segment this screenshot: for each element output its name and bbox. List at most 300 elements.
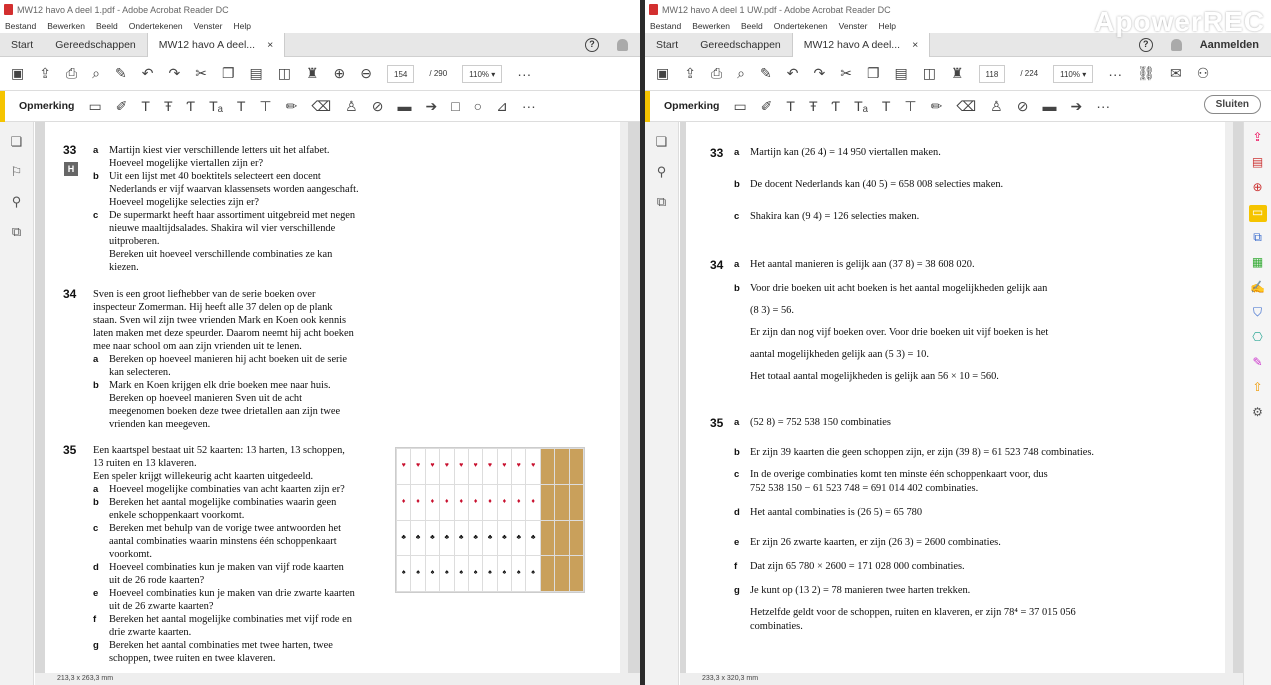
pages-icon[interactable]: ❏ xyxy=(10,134,23,149)
card-cell: ♦ xyxy=(426,485,439,520)
card-cell: ♦ xyxy=(526,485,539,520)
letter: b xyxy=(734,179,740,190)
pages-icon[interactable]: ❏ xyxy=(655,134,668,149)
question-text: Bereken het aantal mogelijke combinaties met vijf rode en drie zwarte kaarten. xyxy=(109,614,352,638)
page-total: / 224 xyxy=(1020,69,1039,78)
attach-icon[interactable]: ⊘ xyxy=(1016,97,1029,114)
text-icon[interactable]: T xyxy=(881,98,891,114)
mail-icon[interactable]: ✉ xyxy=(1170,65,1182,81)
upload-icon[interactable]: ⇪ xyxy=(684,65,696,81)
document-view[interactable] xyxy=(35,122,640,673)
a35-c2 xyxy=(710,482,1223,496)
left-nav-rail xyxy=(645,122,679,685)
zoom-select[interactable]: 110% ▾ xyxy=(462,65,502,83)
a34-b4 xyxy=(710,348,1223,362)
question-number: 34 xyxy=(63,287,77,301)
q35-g xyxy=(93,639,393,665)
hint-badge[interactable]: H xyxy=(64,162,78,176)
create-pdf-icon[interactable]: ⊕ xyxy=(1252,180,1263,194)
zoom-value: 110% xyxy=(1060,69,1080,79)
page-size-status: 233,3 x 320,3 mm xyxy=(680,673,1243,685)
menu-bewerken[interactable]: Bewerken xyxy=(47,21,86,31)
a34-a xyxy=(710,258,1223,272)
text-icon[interactable]: T xyxy=(236,98,246,114)
card-cell xyxy=(570,521,583,556)
bookmark-icon[interactable]: ⚐ xyxy=(10,164,23,179)
question-33 xyxy=(63,144,408,274)
print-icon[interactable]: ⎙ xyxy=(710,65,723,81)
card-cell xyxy=(541,521,554,556)
card-cell: ♦ xyxy=(397,485,410,520)
close-toolbar-button[interactable]: Sluiten xyxy=(1204,95,1261,114)
answer-text: Shakira kan (9 4) = 126 selecties maken. xyxy=(750,211,920,222)
question-text: Bereken het aantal mogelijke combinaties waarin geen enkele schoppenkaart voorkomt. xyxy=(109,497,337,521)
main-toolbar xyxy=(645,57,1271,91)
pdf-icon xyxy=(649,4,658,15)
answer-text: (8 3) = 56. xyxy=(750,305,794,316)
question-text: Hoeveel combinaties kun je maken van drie zwarte kaarten uit de 26 zwarte kaarten? xyxy=(109,588,355,612)
pdf-icon xyxy=(4,4,13,15)
tab-start[interactable]: Start xyxy=(656,38,679,51)
page-up-icon[interactable]: ⊕ xyxy=(333,65,346,81)
a34-b5 xyxy=(710,370,1223,384)
card-cell: ♦ xyxy=(498,485,511,520)
answer-text: In de overige combinaties komt ten minste één schoppenkaart voor, dus xyxy=(750,469,1048,480)
letter: a xyxy=(734,147,740,158)
share-icon[interactable]: ⚇ xyxy=(1196,65,1210,81)
main-toolbar xyxy=(0,57,640,91)
card-cell: ♠ xyxy=(469,556,482,591)
q35-d xyxy=(93,561,393,587)
letter: d xyxy=(734,507,740,518)
copy-icon[interactable]: ❐ xyxy=(866,65,880,81)
save-icon[interactable]: ▣ xyxy=(11,65,25,81)
a35-c xyxy=(710,468,1223,482)
menu-venster[interactable]: Venster xyxy=(193,21,223,31)
paste-icon[interactable]: ▤ xyxy=(249,65,263,81)
letter: b xyxy=(93,171,99,182)
card-cell: ♣ xyxy=(455,521,468,556)
question-text: Martijn kiest vier verschillende letters uit het alfabet. Hoeveel mogelijke viertallen zijn er? xyxy=(109,145,330,169)
a35-d xyxy=(710,506,1223,520)
textbox-icon[interactable]: ⊤ xyxy=(904,97,917,114)
q34-b xyxy=(93,379,408,431)
letter: c xyxy=(93,523,99,534)
arrow-icon[interactable]: ➔ xyxy=(1070,97,1083,114)
print-icon[interactable]: ⎙ xyxy=(65,65,78,81)
strikethrough-icon[interactable]: Ŧ xyxy=(808,98,818,114)
stamp-icon[interactable]: ♜ xyxy=(950,65,964,81)
q33-a xyxy=(93,144,408,170)
pdf-page xyxy=(686,122,1233,673)
comment-icon[interactable]: ▭ xyxy=(88,97,102,114)
vertical-scrollbar[interactable] xyxy=(620,122,628,673)
card-cell: ♣ xyxy=(483,521,496,556)
letter: b xyxy=(93,497,99,508)
question-34 xyxy=(63,288,408,431)
question-text: De supermarkt heeft haar assortiment uitgebreid met negen nieuwe maaltijdsalades. Shakira wil vier verschillende uitproberen. Bereken uit hoeveel verschillende combinaties ze kan kiezen. xyxy=(109,210,356,273)
tab-document[interactable] xyxy=(147,33,285,57)
title-bar xyxy=(0,0,640,19)
q33-c xyxy=(93,209,408,274)
card-cell: ♥ xyxy=(469,449,482,484)
menu-bestand[interactable]: Bestand xyxy=(650,21,682,31)
a35-b xyxy=(710,446,1223,460)
comment-tool-icon[interactable]: ▭ xyxy=(1249,205,1267,222)
more-icon[interactable]: ··· xyxy=(517,65,532,82)
card-cell: ♣ xyxy=(498,521,511,556)
paste-icon[interactable]: ▤ xyxy=(894,65,908,81)
question-text: Hoeveel combinaties kun je maken van vijf rode kaarten uit de 26 rode kaarten? xyxy=(109,562,344,586)
tab-close-icon[interactable]: × xyxy=(912,38,919,51)
undo-icon[interactable]: ↶ xyxy=(141,65,154,81)
letter: a xyxy=(734,417,740,428)
card-cell xyxy=(541,449,554,484)
a33-a xyxy=(710,146,1223,160)
tab-start[interactable]: Start xyxy=(11,38,34,51)
attachment-icon[interactable]: ⚲ xyxy=(11,194,22,209)
card-cell: ♠ xyxy=(426,556,439,591)
card-cell xyxy=(570,449,583,484)
menu-help[interactable]: Help xyxy=(233,21,251,31)
textbox-icon[interactable]: ⊤ xyxy=(259,97,272,114)
card-cell: ♠ xyxy=(498,556,511,591)
answer-text: Het aantal combinaties is (26 5) = 65 780 xyxy=(750,507,923,518)
cut-icon[interactable]: ✂ xyxy=(195,65,207,81)
excel-icon[interactable]: ▦ xyxy=(1251,255,1264,269)
scan-icon[interactable]: ⎔ xyxy=(1252,330,1263,344)
card-cell xyxy=(555,556,568,591)
export-pdf-icon[interactable]: ⇪ xyxy=(1252,130,1263,144)
snapshot-icon[interactable]: ◫ xyxy=(277,65,291,81)
answer-number: 33 xyxy=(710,146,724,160)
sign-in-button[interactable]: Aanmelden xyxy=(1199,39,1259,51)
question-number: 35 xyxy=(63,443,77,457)
question-intro: Sven is een groot liefhebber van de serie boeken over inspecteur Zomerman. Hij heeft alle 37 delen op de plank staan. Sven wil zijn twee vrienden Mark en Koen ook kennis laten maken met deze speurder. Daarom neemt hij acht boeken mee naar school om aan zijn vrienden uit te lenen. xyxy=(93,289,354,352)
a33-c xyxy=(710,210,1223,224)
card-cell xyxy=(555,521,568,556)
pencil-icon[interactable]: ✏ xyxy=(285,97,298,114)
menu-bestand[interactable]: Bestand xyxy=(5,21,37,31)
page-size-status: 213,3 x 263,3 mm xyxy=(35,673,640,685)
annotation-label: Opmerking xyxy=(664,100,720,112)
edit-icon[interactable]: ✎ xyxy=(115,65,127,81)
eraser-icon[interactable]: ⌫ xyxy=(956,97,977,114)
card-cell xyxy=(570,556,583,591)
answer-number: 34 xyxy=(710,258,724,272)
card-cell xyxy=(555,485,568,520)
card-cell: ♣ xyxy=(512,521,525,556)
search-icon[interactable]: ⌕ xyxy=(92,65,101,81)
letter: d xyxy=(93,562,99,573)
replace-text-icon[interactable]: Ƭ xyxy=(831,98,841,114)
help-icon[interactable]: ? xyxy=(585,38,599,52)
a35-e xyxy=(710,536,1223,550)
stamp-tool-icon[interactable]: ♙ xyxy=(345,97,358,114)
card-cell: ♠ xyxy=(455,556,468,591)
answer-text: Voor drie boeken uit acht boeken is het aantal mogelijkheden gelijk aan xyxy=(750,283,1048,294)
question-text: Bereken met behulp van de vorige twee antwoorden het aantal combinaties waarin minstens één schoppenkaart voorkomt. xyxy=(109,523,341,560)
tab-document[interactable] xyxy=(792,33,930,57)
draw-icon[interactable]: ⊿ xyxy=(496,97,508,114)
answer-text: Er zijn 39 kaarten die geen schoppen zijn, er zijn (39 8) = 61 523 748 combinaties. xyxy=(750,447,1095,458)
letter: a xyxy=(93,145,99,156)
a33-b xyxy=(710,178,1223,192)
answer-35 xyxy=(710,416,1223,634)
card-cell: ♠ xyxy=(440,556,453,591)
redo-icon[interactable]: ↷ xyxy=(168,65,181,81)
upload-icon[interactable]: ⇪ xyxy=(39,65,51,81)
oval-icon[interactable]: ○ xyxy=(473,98,483,114)
comment-icon[interactable]: ▭ xyxy=(733,97,747,114)
letter: a xyxy=(93,484,99,495)
letter: e xyxy=(93,588,99,599)
replace-text-icon[interactable]: Ƭ xyxy=(186,98,196,114)
card-cell: ♥ xyxy=(455,449,468,484)
card-cell: ♦ xyxy=(483,485,496,520)
menu-help[interactable]: Help xyxy=(878,21,896,31)
card-cell: ♠ xyxy=(483,556,496,591)
answer-text: Er zijn 26 zwarte kaarten, er zijn (26 3) = 2600 combinaties. xyxy=(750,537,1001,548)
zoom-select[interactable]: 110% ▾ xyxy=(1053,65,1093,83)
card-cell xyxy=(555,449,568,484)
insert-text-icon[interactable]: Tₐ xyxy=(854,98,868,114)
question-35 xyxy=(63,444,393,665)
menu-beeld[interactable]: Beeld xyxy=(741,21,763,31)
card-cell: ♠ xyxy=(411,556,424,591)
highlight-icon[interactable]: ✐ xyxy=(760,97,773,114)
page-number: 118 xyxy=(985,69,999,79)
rectangle-icon[interactable]: □ xyxy=(451,98,460,114)
right-tools-rail xyxy=(1243,122,1271,685)
card-cell: ♥ xyxy=(426,449,439,484)
a35-g xyxy=(710,584,1223,598)
annotation-label: Opmerking xyxy=(19,100,75,112)
card-cell: ♥ xyxy=(526,449,539,484)
more-icon[interactable]: ··· xyxy=(1108,65,1123,82)
zoom-value: 110% xyxy=(469,69,490,79)
q34-a xyxy=(93,353,408,379)
organize-icon[interactable]: ▤ xyxy=(1251,155,1264,169)
tab-document-label: MW12 havo A deel... xyxy=(158,38,256,51)
tab-document-label: MW12 havo A deel... xyxy=(803,38,901,51)
eraser-icon[interactable]: ⌫ xyxy=(311,97,332,114)
answer-34 xyxy=(710,258,1223,384)
tab-tools[interactable]: Gereedschappen xyxy=(55,38,136,51)
answer-text: Je kunt op (13 2) = 78 manieren twee harten trekken. xyxy=(750,585,971,596)
answer-text: Martijn kan (26 4) = 14 950 viertallen maken. xyxy=(750,147,941,158)
menu-beeld[interactable]: Beeld xyxy=(96,21,118,31)
letter: b xyxy=(93,380,99,391)
stamp-tool-icon[interactable]: ♙ xyxy=(990,97,1003,114)
question-number: 33 xyxy=(63,143,77,157)
q35-c xyxy=(93,522,393,561)
letter: b xyxy=(734,447,740,458)
left-nav-rail xyxy=(0,122,34,685)
insert-text-icon[interactable]: Tₐ xyxy=(209,98,223,114)
answer-text: combinaties. xyxy=(750,621,803,632)
card-cell: ♦ xyxy=(440,485,453,520)
save-icon[interactable]: ▣ xyxy=(656,65,670,81)
page-total: / 290 xyxy=(429,69,448,78)
card-cell: ♦ xyxy=(411,485,424,520)
a34-b2 xyxy=(710,304,1223,318)
answer-text: 752 538 150 − 61 523 748 = 691 014 402 combinaties. xyxy=(750,483,979,494)
menu-bar xyxy=(0,19,640,33)
card-cell: ♣ xyxy=(469,521,482,556)
card-cell: ♠ xyxy=(512,556,525,591)
q35-e xyxy=(93,587,393,613)
playing-cards-image xyxy=(395,447,585,593)
arrow-icon[interactable]: ➔ xyxy=(425,97,438,114)
window-title: MW12 havo A deel 1.pdf - Adobe Acrobat Reader DC xyxy=(17,4,229,15)
card-cell: ♣ xyxy=(526,521,539,556)
line-icon[interactable]: ▬ xyxy=(1042,98,1057,114)
pdf-page xyxy=(45,122,628,673)
q35-a xyxy=(93,483,393,496)
tab-bar xyxy=(0,33,640,57)
question-text: Bereken op hoeveel manieren hij acht boeken uit de serie kan selecteren. xyxy=(109,354,348,378)
card-cell: ♠ xyxy=(526,556,539,591)
layers-icon[interactable]: ⧉ xyxy=(656,194,667,209)
answer-text: De docent Nederlands kan (40 5) = 658 008 selecties maken. xyxy=(750,179,1004,190)
card-cell: ♣ xyxy=(411,521,424,556)
fill-sign-icon[interactable]: ✍ xyxy=(1250,280,1265,294)
annotation-toolbar xyxy=(0,91,640,122)
card-cell: ♣ xyxy=(440,521,453,556)
attach-icon[interactable]: ⊘ xyxy=(371,97,384,114)
answer-text: Het aantal manieren is gelijk aan (37 8) = 38 608 020. xyxy=(750,259,975,270)
card-cell xyxy=(541,556,554,591)
answer-text: Hetzelfde geldt voor de schoppen, ruiten en klaveren, er zijn 78⁴ = 37 015 056 xyxy=(750,607,1076,618)
cut-icon[interactable]: ✂ xyxy=(840,65,852,81)
answer-text: Het totaal aantal mogelijkheden is gelijk aan 56 × 10 = 560. xyxy=(750,371,999,382)
card-cell: ♥ xyxy=(397,449,410,484)
letter: b xyxy=(734,283,740,294)
menu-ondertekenen[interactable]: Ondertekenen xyxy=(773,21,828,31)
card-cell: ♣ xyxy=(426,521,439,556)
page-number: 154 xyxy=(394,69,408,79)
q33-b xyxy=(93,170,408,209)
highlight-icon[interactable]: ✐ xyxy=(115,97,128,114)
card-cell: ♦ xyxy=(469,485,482,520)
send-icon[interactable]: ⇧ xyxy=(1252,380,1263,394)
attachment-icon[interactable]: ⚲ xyxy=(656,164,667,179)
document-view[interactable] xyxy=(680,122,1243,673)
bell-icon[interactable] xyxy=(617,39,628,51)
letter: e xyxy=(734,537,740,548)
card-cell: ♥ xyxy=(498,449,511,484)
page-number-input[interactable] xyxy=(387,65,414,83)
tools-icon[interactable]: ⚙ xyxy=(1252,405,1263,419)
answer-33 xyxy=(710,146,1223,224)
question-text: Hoeveel mogelijke combinaties van acht kaarten zijn er? xyxy=(109,484,345,495)
active-stripe xyxy=(645,91,650,122)
window-title: MW12 havo A deel 1 UW.pdf - Adobe Acrobat Reader DC xyxy=(662,4,891,15)
letter: g xyxy=(93,640,99,651)
more-icon[interactable]: ··· xyxy=(1096,98,1111,114)
answer-text: aantal mogelijkheden gelijk aan (5 3) = 10. xyxy=(750,349,929,360)
letter: a xyxy=(734,259,740,270)
active-stripe xyxy=(0,91,5,122)
card-cell: ♦ xyxy=(455,485,468,520)
tab-tools[interactable]: Gereedschappen xyxy=(700,38,781,51)
underline-text-icon[interactable]: T xyxy=(786,98,795,114)
sign-icon[interactable]: ✎ xyxy=(1252,355,1263,369)
a34-b xyxy=(710,282,1223,296)
undo-icon[interactable]: ↶ xyxy=(786,65,799,81)
card-cell: ♥ xyxy=(483,449,496,484)
copy-icon[interactable]: ❐ xyxy=(221,65,235,81)
page-down-icon[interactable]: ⊖ xyxy=(360,65,373,81)
vertical-scrollbar[interactable] xyxy=(1225,122,1233,673)
a35-a xyxy=(710,416,1223,430)
help-icon[interactable]: ? xyxy=(1139,38,1153,52)
line-icon[interactable]: ▬ xyxy=(397,98,412,114)
q35-f xyxy=(93,613,393,639)
card-cell xyxy=(570,485,583,520)
menu-bewerken[interactable]: Bewerken xyxy=(692,21,731,31)
link-icon[interactable]: ⛓ xyxy=(1137,65,1156,81)
combine-icon[interactable]: ⧉ xyxy=(1253,230,1262,244)
card-cell: ♦ xyxy=(512,485,525,520)
card-cell: ♥ xyxy=(440,449,453,484)
search-icon[interactable]: ⌕ xyxy=(737,65,746,81)
letter: f xyxy=(93,614,97,625)
letter: g xyxy=(734,585,740,596)
card-cell: ♣ xyxy=(397,521,410,556)
layers-icon[interactable]: ⧉ xyxy=(11,224,22,239)
answer-number: 35 xyxy=(710,416,724,430)
card-cell: ♥ xyxy=(411,449,424,484)
answer-text: Dat zijn 65 780 × 2600 = 171 028 000 combinaties. xyxy=(750,561,965,572)
question-text: Bereken het aantal combinaties met twee harten, twee schoppen, twee ruiten en twee klaveren. xyxy=(109,640,333,664)
menu-ondertekenen[interactable]: Ondertekenen xyxy=(128,21,183,31)
annotation-toolbar xyxy=(645,91,1271,122)
redo-icon[interactable]: ↷ xyxy=(813,65,826,81)
a35-g3 xyxy=(710,620,1223,634)
question-text: Mark en Koen krijgen elk drie boeken mee naar huis. Bereken op hoeveel manieren Sven uit de acht meegenomen boeken deze twee drietallen aan zijn twee vrienden kan meegeven. xyxy=(109,380,341,430)
a35-f xyxy=(710,560,1223,574)
q35-b xyxy=(93,496,393,522)
snapshot-icon[interactable]: ◫ xyxy=(922,65,936,81)
letter: c xyxy=(93,210,99,221)
card-cell: ♥ xyxy=(512,449,525,484)
question-text: Uit een lijst met 40 boektitels selecteert een docent Nederlands er vijf waarvan klassensets worden aangeschaft. Hoeveel mogelijke selecties zijn er? xyxy=(109,171,359,208)
card-cell: ♠ xyxy=(397,556,410,591)
stamp-icon[interactable]: ♜ xyxy=(305,65,319,81)
letter: f xyxy=(734,561,738,572)
pencil-icon[interactable]: ✏ xyxy=(930,97,943,114)
answer-text: Er zijn dan nog vijf boeken over. Voor drie boeken uit vijf boeken is het xyxy=(750,327,1049,338)
strikethrough-icon[interactable]: Ŧ xyxy=(163,98,173,114)
underline-text-icon[interactable]: T xyxy=(141,98,150,114)
more-icon[interactable]: ··· xyxy=(521,98,536,114)
letter: c xyxy=(734,469,740,480)
edit-icon[interactable]: ✎ xyxy=(760,65,772,81)
right-acrobat-window xyxy=(645,0,1271,685)
page-number-input[interactable] xyxy=(979,65,1006,83)
answer-text: (52 8) = 752 538 150 combinaties xyxy=(750,417,891,428)
protect-icon[interactable]: ⛉ xyxy=(1252,305,1262,319)
tab-close-icon[interactable]: × xyxy=(267,38,274,51)
bell-icon[interactable] xyxy=(1171,39,1182,51)
menu-venster[interactable]: Venster xyxy=(838,21,868,31)
question-intro: Een kaartspel bestaat uit 52 kaarten: 13 harten, 13 schoppen, 13 ruiten en 13 klaveren. Een speler krijgt willekeurig acht kaarten uitgedeeld. xyxy=(93,445,345,482)
a35-g2 xyxy=(710,606,1223,620)
recorder-watermark: ApowerREC xyxy=(1094,6,1265,37)
a34-b3 xyxy=(710,326,1223,340)
